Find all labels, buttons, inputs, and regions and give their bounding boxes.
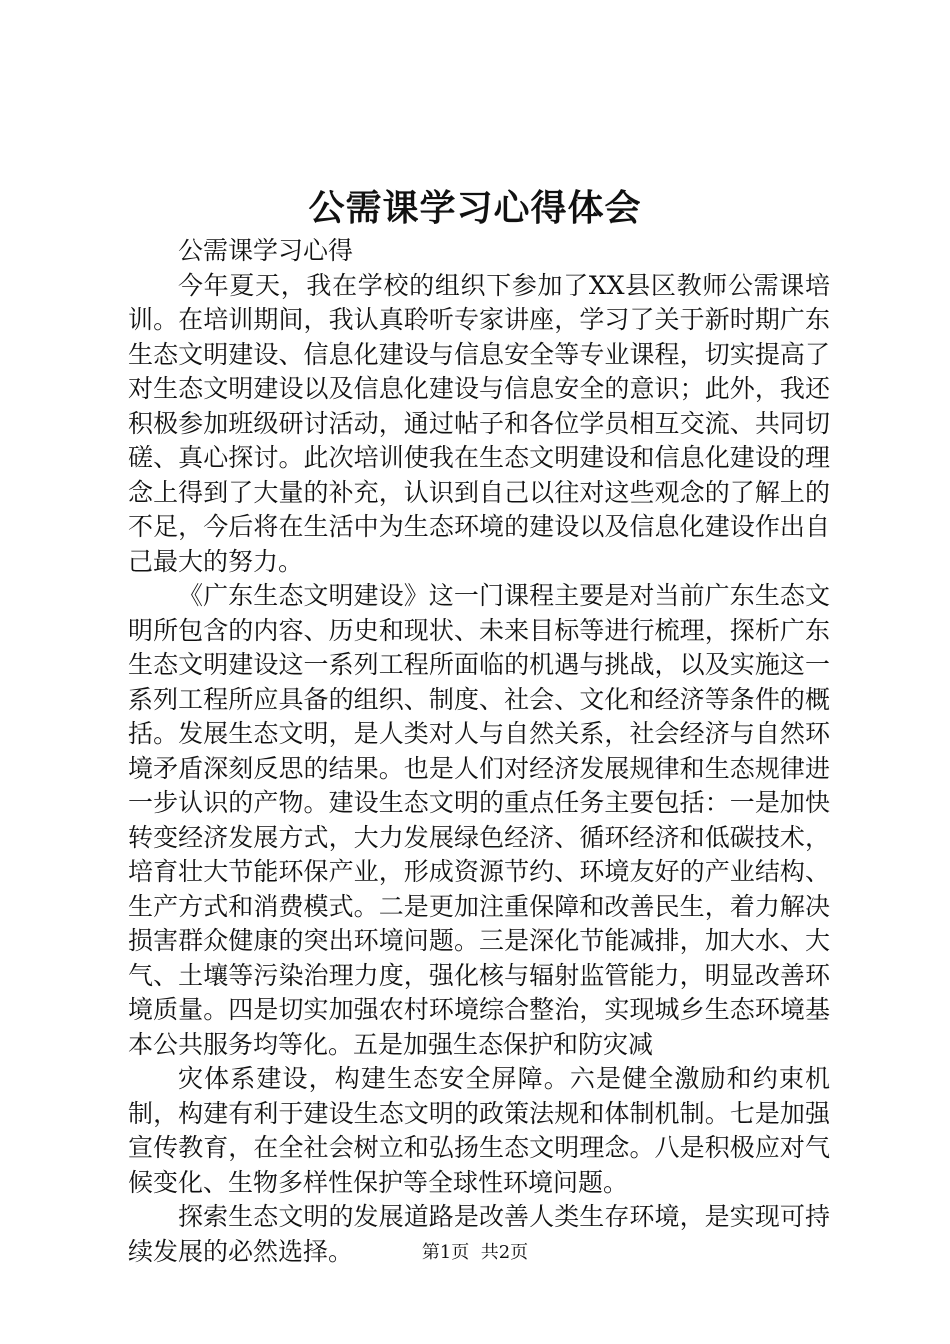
page-number: 第1页 [421,1242,470,1263]
body-paragraph: 探索生态文明的发展道路是改善人类生存环境，是实现可持续发展的必然选择。 [128,1202,830,1266]
body-paragraph: 今年夏天，我在学校的组织下参加了XX县区教师公需课培训。在培训期间，我认真聆听专家讲座，学习了关于新时期广东生态文明建设、信息化建设与信息安全等专业课程，切实提高了对生态文明建设以及信息化建设与信息安全的意识；此外，我还积极参加班级研讨活动，通过帖子和各位学员相互交流、共同切磋、真心探讨。此次培训使我在生态文明建设和信息化建设的理念上得到了大量的补充，认识到自己以往对这些观念的了解上的不足，今后将在生活中为生态环境的建设以及信息化建设作出自己最大的努力。 [128,270,830,576]
body-paragraph: 《广东生态文明建设》这一门课程主要是对当前广东生态文明所包含的内容、历史和现状、未来目标等进行梳理，探析广东生态文明建设这一系列工程所面临的机遇与挑战，以及实施这一系列工程所应具备的组织、制度、社会、文化和经济等条件的概括。发展生态文明，是人类对人与自然关系，社会经济与自然环境矛盾深刻反思的结果。也是人们对经济发展规律和生态规律进一步认识的产物。建设生态文明的重点任务主要包括：一是加快转变经济发展方式，大力发展绿色经济、循环经济和低碳技术，培育壮大节能环保产业，形成资源节约、环境友好的产业结构、生产方式和消费模式。二是更加注重保障和改善民生，着力解决损害群众健康的突出环境问题。三是深化节能减排，加大水、大气、土壤等污染治理力度，强化核与辐射监管能力，明显改善环境质量。四是切实加强农村环境综合整治，实现城乡生态环境基本公共服务均等化。五是加强生态保护和防灾减 [128,581,830,1059]
page-total: 共2页 [480,1242,529,1263]
page-footer [0,1241,950,1265]
document-title: 公需课学习心得体会 [308,187,642,229]
document-body [128,234,830,1269]
body-paragraph: 灾体系建设，构建生态安全屏障。六是健全激励和约束机制，构建有利于建设生态文明的政策法规和体制机制。七是加强宣传教育，在全社会树立和弘扬生态文明理念。八是积极应对气候变化、生物多样性保护等全球性环境问题。 [128,1064,830,1197]
subtitle-paragraph: 公需课学习心得 [178,236,354,265]
